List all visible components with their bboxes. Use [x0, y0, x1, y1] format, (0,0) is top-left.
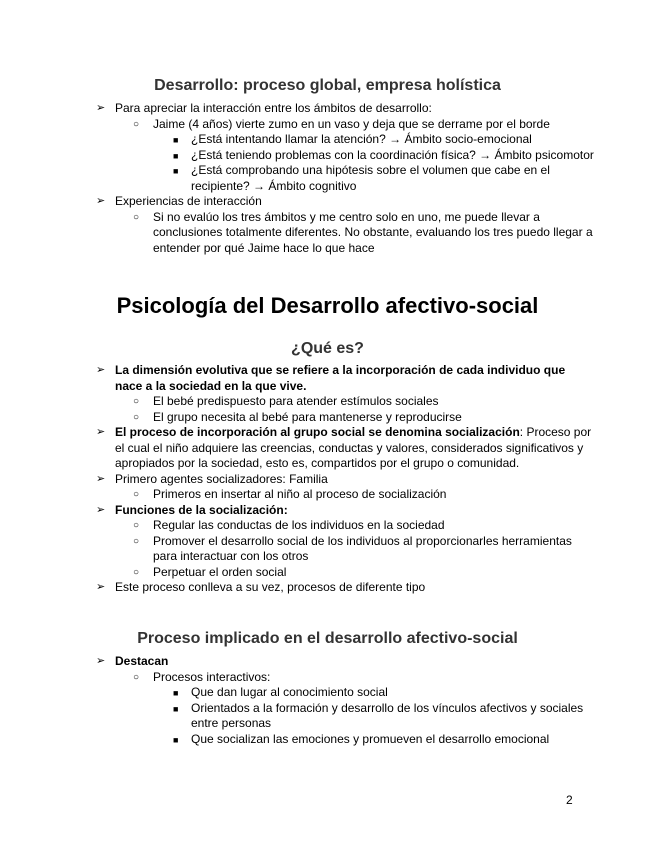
bullet-list — [0, 101, 655, 256]
square-bullet-icon: ■ — [173, 703, 179, 714]
list-item: ○ Jaime (4 años) vierte zumo en un vaso y deja que se derrame por el borde — [133, 116, 550, 131]
arrow-bullet-icon: ➢ — [96, 581, 106, 593]
square-bullet-icon: ■ — [173, 135, 179, 145]
section-heading: Proceso implicado en el desarrollo afectivo-social — [137, 630, 518, 647]
bullet-list — [0, 654, 655, 747]
arrow-bullet-icon: ➢ — [96, 655, 106, 667]
arrow-bullet-icon: ➢ — [96, 426, 106, 438]
arrow-bullet-icon: ➢ — [96, 364, 106, 376]
circle-bullet-icon: ○ — [133, 535, 140, 547]
square-bullet-icon: ■ — [173, 150, 179, 161]
list-item: ➢ El proceso de incorporación al grupo social se denomina socialización: Proceso por el cual el niño adquiere las creencias, conductas y valores, considerados significativos y apropiados por la sociedad, esto es, compartidos por el grupo o comunidad. — [96, 425, 592, 470]
list-item: ■ ¿Está intentando llamar la atención? → Ámbito socio-emocional — [0, 132, 655, 148]
circle-bullet-icon: ○ — [133, 489, 140, 500]
circle-bullet-icon: ○ — [133, 520, 140, 531]
bullet-list — [0, 363, 655, 596]
arrow-bullet-icon: ➢ — [96, 102, 106, 114]
circle-bullet-icon: ○ — [133, 566, 140, 578]
list-item: ■ ¿Está comprobando una hipótesis sobre el volumen que cabe en el recipiente? → Ámbito cognitivo — [173, 163, 550, 193]
list-item: ○ Si no evalúo los tres ámbitos y me centro solo en uno, me puede llevar a conclusiones totalmente diferentes. No obstante, evaluando los tres puedo llegar a entender por qué Jaime hace lo que hace — [133, 209, 593, 255]
list-item: ➢ Funciones de la socialización: — [96, 502, 288, 517]
arrow-bullet-icon: ➢ — [96, 195, 106, 207]
list-item: ○ El bebé predispuesto para atender estímulos sociales — [133, 394, 439, 408]
list-item: ➢ Este proceso conlleva a su vez, procesos de diferente tipo — [96, 580, 426, 594]
list-item: ■ Que socializan las emociones y promueven el desarrollo emocional — [0, 732, 655, 748]
list-item: ○ Procesos interactivos: — [133, 669, 271, 684]
circle-bullet-icon: ○ — [133, 671, 140, 683]
section-heading: Desarrollo: proceso global, empresa holística — [154, 77, 501, 94]
square-bullet-icon: ■ — [173, 688, 179, 698]
list-item: ➢ Experiencias de interacción — [96, 194, 262, 208]
square-bullet-icon: ■ — [173, 734, 179, 745]
list-item: ■ Que dan lugar al conocimiento social — [0, 685, 655, 701]
list-item: ○ Promover el desarrollo social de los individuos al proporcionarles herramientas para interactuar con los otros — [133, 533, 572, 563]
square-bullet-icon: ■ — [173, 166, 179, 176]
circle-bullet-icon: ○ — [133, 211, 140, 223]
page-number: 2 — [566, 793, 573, 807]
list-item: ■ ¿Está teniendo problemas con la coordinación física? → Ámbito psicomotor — [0, 148, 655, 164]
circle-bullet-icon: ○ — [133, 396, 140, 407]
list-item: ➢ Primero agentes socializadores: Familia — [96, 471, 328, 486]
list-item: ➢ Destacan — [96, 654, 169, 668]
list-item: ■ Orientados a la formación y desarrollo de los vínculos afectivos y sociales entre personas — [173, 700, 584, 730]
list-item: ○ Primeros en insertar al niño al proceso de socialización — [133, 487, 447, 501]
list-item: ○ El grupo necesita al bebé para mantenerse y reproducirse — [133, 409, 462, 424]
list-item: ○ Perpetuar el orden social — [133, 564, 287, 579]
list-item: ○ Regular las conductas de los individuos en la sociedad — [133, 518, 445, 532]
arrow-bullet-icon: ➢ — [96, 472, 106, 485]
list-item: ➢ Para apreciar la interacción entre los ámbitos de desarrollo: — [96, 101, 432, 115]
list-item: ➢ La dimensión evolutiva que se refiere a la incorporación de cada individuo que nace a la sociedad en la que vive. — [96, 363, 566, 393]
section-heading: ¿Qué es? — [291, 340, 364, 357]
circle-bullet-icon: ○ — [133, 118, 140, 130]
arrow-bullet-icon: ➢ — [96, 503, 106, 516]
page-title: Psicología del Desarrollo afectivo-social — [116, 293, 539, 318]
circle-bullet-icon: ○ — [133, 411, 140, 423]
